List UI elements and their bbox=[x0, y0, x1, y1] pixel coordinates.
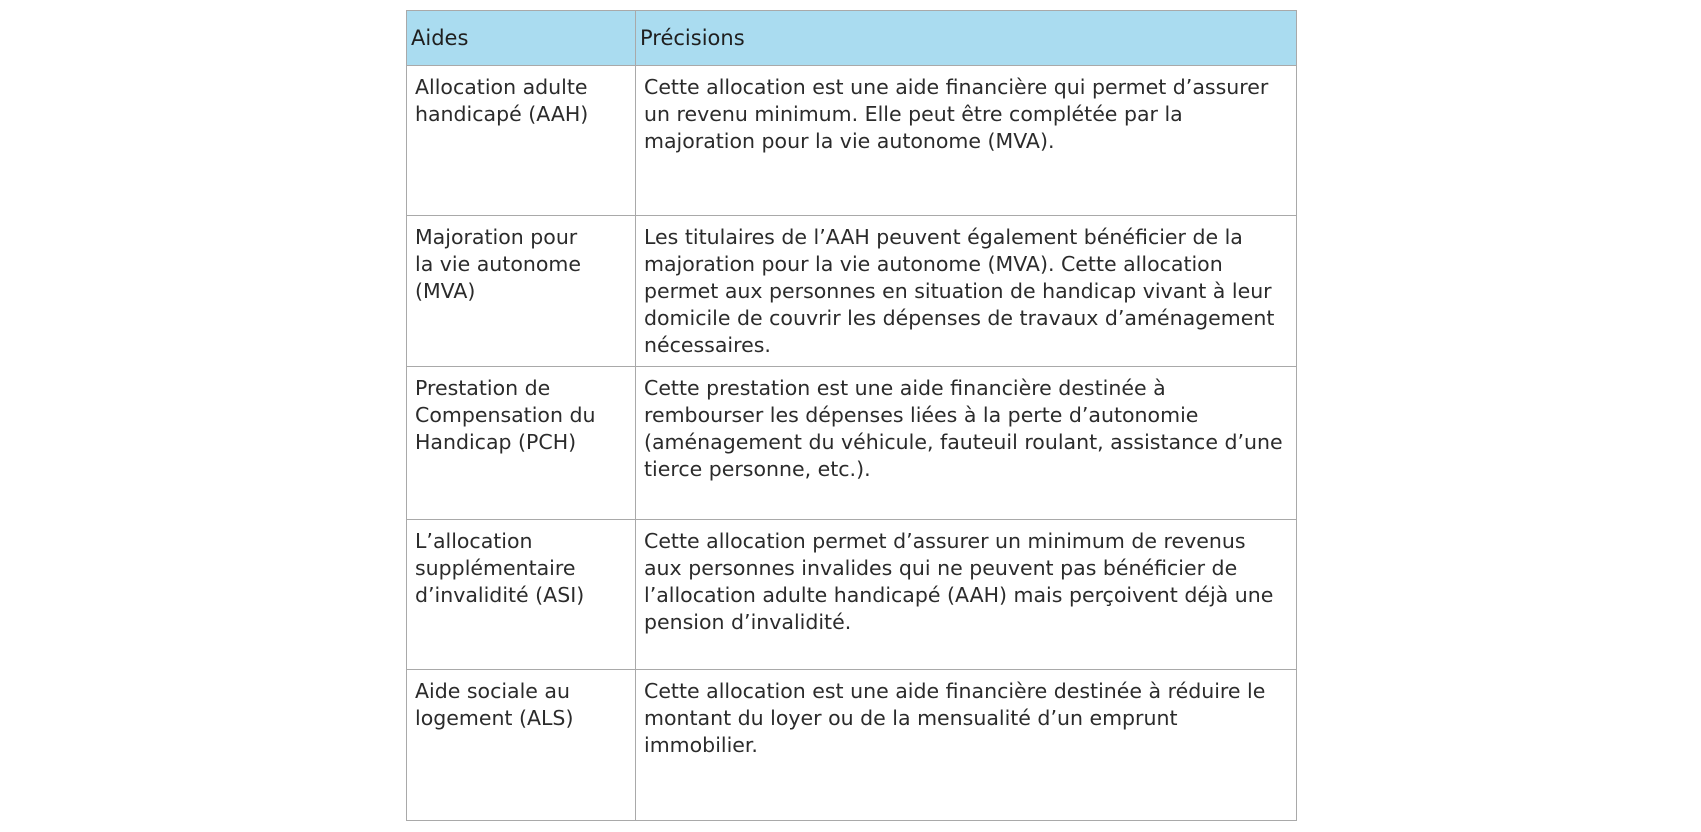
table-header-row bbox=[407, 11, 1297, 66]
header-precisions: Précisions bbox=[636, 11, 1297, 66]
table-row bbox=[407, 670, 1297, 821]
aide-precision: Cette allocation est une aide financière qui permet d’assurer un revenu minimum. Elle peut être complétée par la majoration pour la vie autonome (MVA). bbox=[636, 66, 1297, 216]
aide-name: L’allocation supplémentaire d’invalidité (ASI) bbox=[407, 520, 636, 670]
aide-name: Prestation de Compensation du Handicap (PCH) bbox=[407, 367, 636, 520]
aide-name: Aide sociale au logement (ALS) bbox=[407, 670, 636, 821]
aide-precision: Cette allocation est une aide financière destinée à réduire le montant du loyer ou de la mensualité d’un emprunt immobilier. bbox=[636, 670, 1297, 821]
table-row bbox=[407, 66, 1297, 216]
aide-name: Majoration pour la vie autonome (MVA) bbox=[407, 216, 636, 367]
table-row bbox=[407, 367, 1297, 520]
aide-precision: Cette allocation permet d’assurer un minimum de revenus aux personnes invalides qui ne peuvent pas bénéficier de l’allocation adulte handicapé (AAH) mais perçoivent déjà une pension d’invalidité. bbox=[636, 520, 1297, 670]
aide-precision: Cette prestation est une aide financière destinée à rembourser les dépenses liées à la perte d’autonomie (aménagement du véhicule, fauteuil roulant, assistance d’une tierce personne, etc.). bbox=[636, 367, 1297, 520]
aides-table bbox=[406, 10, 1297, 821]
table-row bbox=[407, 216, 1297, 367]
header-aides: Aides bbox=[407, 11, 636, 66]
aide-name: Allocation adulte handicapé (AAH) bbox=[407, 66, 636, 216]
aide-precision: Les titulaires de l’AAH peuvent également bénéficier de la majoration pour la vie autonome (MVA). Cette allocation permet aux personnes en situation de handicap vivant à leur domicile de couvrir les dépenses de travaux d’aménagement nécessaires. bbox=[636, 216, 1297, 367]
table-row bbox=[407, 520, 1297, 670]
